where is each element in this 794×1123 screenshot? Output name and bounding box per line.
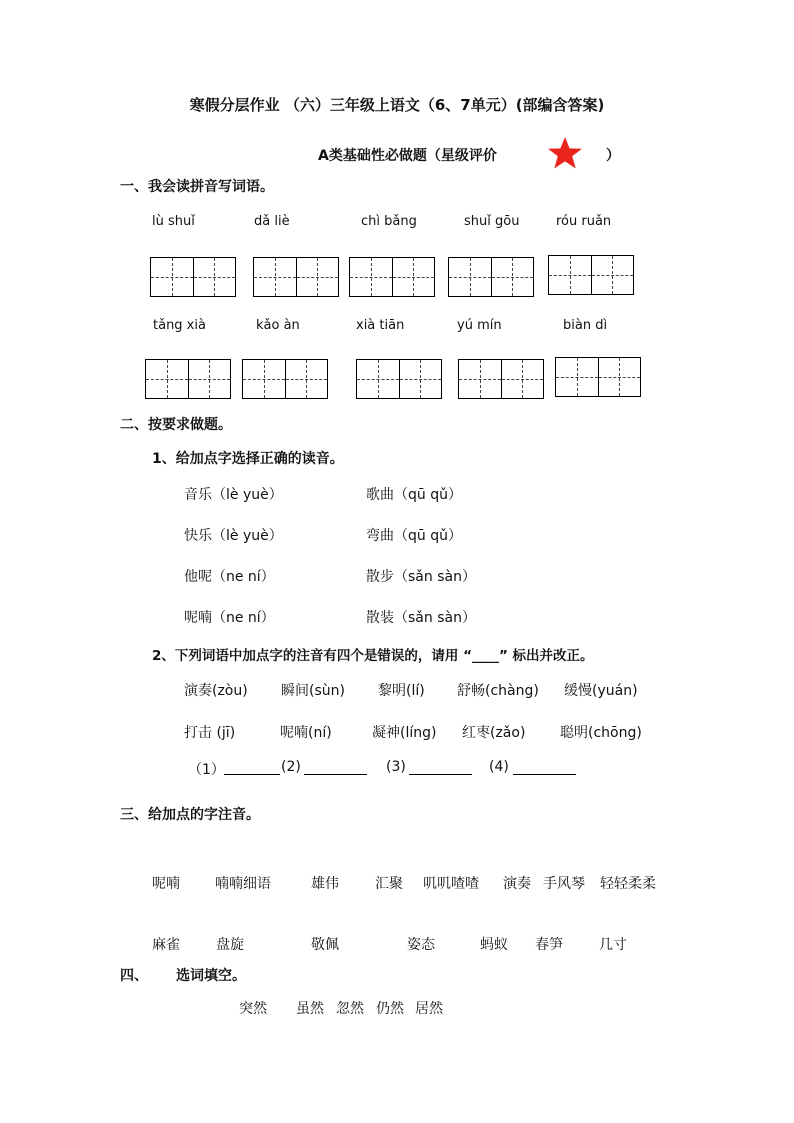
section1-heading: 一、我会读拼音写词语。 xyxy=(120,179,274,195)
word-item: 叽叽喳喳 xyxy=(423,876,479,892)
answer-blank-1[interactable] xyxy=(224,758,280,775)
writing-grid[interactable] xyxy=(458,359,544,399)
choice-item: 音乐（lè yuè） xyxy=(184,487,283,503)
word-item: 黎明(lí) xyxy=(378,683,425,699)
word-item: 几寸 xyxy=(599,937,627,953)
writing-grid[interactable] xyxy=(145,359,231,399)
question-2: 2、下列词语中加点字的注音有四个是错误的，请用 “____” 标出并改正。 xyxy=(152,648,594,664)
choice-item: 歌曲（qū qǔ） xyxy=(366,487,462,503)
word-option: 居然 xyxy=(415,1001,443,1017)
writing-grid[interactable] xyxy=(242,359,328,399)
answer-label-4: (4) xyxy=(489,759,509,775)
word-item: 打击 (jī) xyxy=(184,725,236,741)
word-option: 忽然 xyxy=(336,1001,364,1017)
word-item: 喃喃细语 xyxy=(215,876,271,892)
word-item: 敬佩 xyxy=(311,937,339,953)
pinyin-9: yú mín xyxy=(457,318,502,333)
answer-label-1: （1） xyxy=(188,762,225,778)
writing-grid[interactable] xyxy=(356,359,442,399)
star-icon xyxy=(544,136,586,170)
writing-grid[interactable] xyxy=(253,257,339,297)
word-item: 聪明(chōng) xyxy=(560,725,642,741)
pinyin-3: chì bǎng xyxy=(361,214,417,229)
word-item: 蚂蚁 xyxy=(480,937,508,953)
choice-item: 散步（sǎn sàn） xyxy=(366,569,476,585)
writing-grid[interactable] xyxy=(555,357,641,397)
word-option: 仍然 xyxy=(376,1001,404,1017)
answer-blank-3[interactable] xyxy=(409,758,472,775)
word-item: 演奏 xyxy=(503,876,531,892)
page-title: 寒假分层作业 （六）三年级上语文（6、7单元）(部编含答案) xyxy=(189,96,605,114)
pinyin-7: kǎo àn xyxy=(256,318,300,333)
writing-grid[interactable] xyxy=(150,257,236,297)
pinyin-4: shuǐ gōu xyxy=(464,214,520,229)
word-item: 凝神(líng) xyxy=(372,725,437,741)
word-item: 春笋 xyxy=(535,937,563,953)
pinyin-5: róu ruǎn xyxy=(556,214,612,229)
word-item: 红枣(zǎo) xyxy=(462,725,526,741)
word-option: 虽然 xyxy=(296,1001,324,1017)
word-item: 呢喃 xyxy=(152,876,180,892)
word-item: 演奏(zòu) xyxy=(184,683,248,699)
word-item: 轻轻柔柔 xyxy=(600,876,656,892)
answer-label-2: (2) xyxy=(281,759,301,775)
word-item: 汇聚 xyxy=(375,876,403,892)
word-option: 突然 xyxy=(239,1001,267,1017)
choice-item: 呢喃（ne ní） xyxy=(184,610,275,626)
section2-heading: 二、按要求做题。 xyxy=(120,417,232,433)
answer-blank-4[interactable] xyxy=(513,758,576,775)
section-subtitle: A类基础性必做题（星级评价 xyxy=(318,148,497,164)
answer-label-3: (3) xyxy=(386,759,406,775)
word-item: 缓慢(yuán) xyxy=(564,683,638,699)
pinyin-6: tǎng xià xyxy=(153,318,206,333)
word-item: 手风琴 xyxy=(543,876,585,892)
writing-grid[interactable] xyxy=(548,255,634,295)
pinyin-1: lù shuǐ xyxy=(152,214,195,229)
writing-grid[interactable] xyxy=(349,257,435,297)
word-item: 雄伟 xyxy=(311,876,339,892)
section4-instruction: 选词填空。 xyxy=(176,968,246,984)
writing-grid[interactable] xyxy=(448,257,534,297)
section3-heading: 三、给加点的字注音。 xyxy=(120,807,260,823)
choice-item: 他呢（ne ní） xyxy=(184,569,275,585)
answer-blank-2[interactable] xyxy=(304,758,367,775)
word-item: 盘旋 xyxy=(216,937,244,953)
choice-item: 弯曲（qū qǔ） xyxy=(366,528,462,544)
word-item: 麻雀 xyxy=(152,937,180,953)
word-item: 呢喃(ní) xyxy=(280,725,332,741)
subtitle-close: ） xyxy=(606,148,620,164)
question-1: 1、给加点字选择正确的读音。 xyxy=(152,451,344,467)
pinyin-8: xià tiān xyxy=(356,318,405,333)
pinyin-10: biàn dì xyxy=(563,318,608,333)
choice-item: 散装（sǎn sàn） xyxy=(366,610,476,626)
word-item: 姿态 xyxy=(407,937,435,953)
pinyin-2: dǎ liè xyxy=(254,214,290,229)
choice-item: 快乐（lè yuè） xyxy=(184,528,283,544)
word-item: 瞬间(sùn) xyxy=(281,683,345,699)
word-item: 舒畅(chàng) xyxy=(457,683,539,699)
section4-heading: 四、 xyxy=(120,968,148,984)
